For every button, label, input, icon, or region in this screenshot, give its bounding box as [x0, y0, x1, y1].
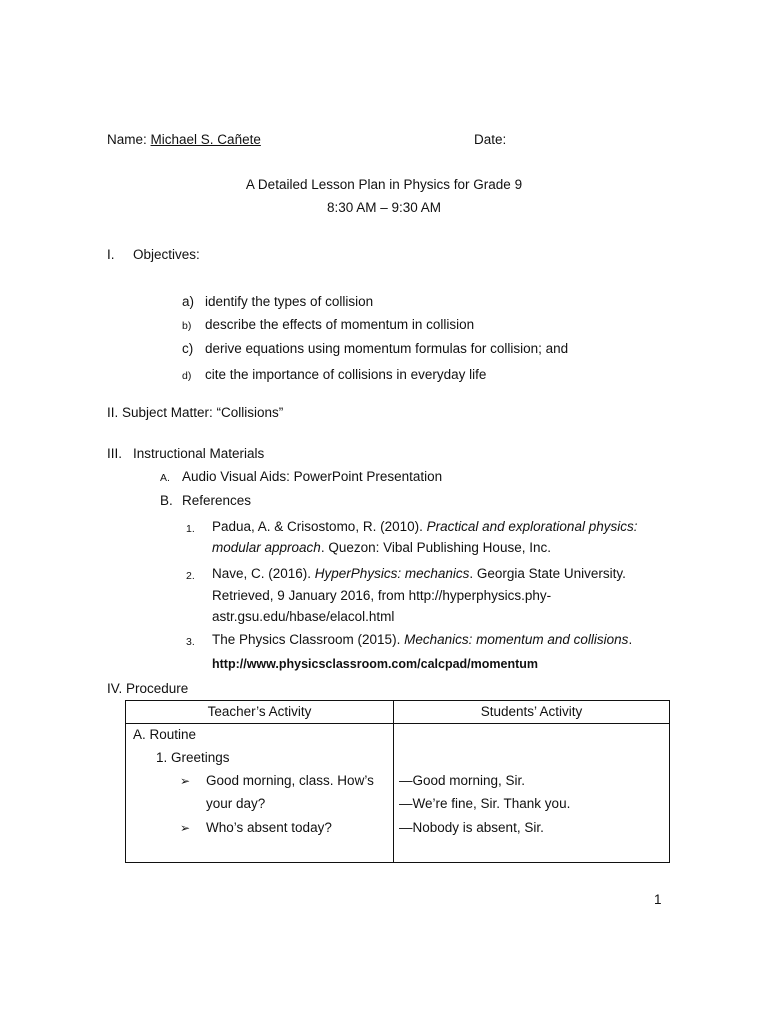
materials-b-marker: B. — [160, 493, 173, 508]
students-activity-cell — [394, 724, 670, 863]
arrow-bullet-icon: ➢ — [180, 821, 191, 835]
reference-title: Practical and explorational physics: — [426, 519, 638, 534]
column-header-students: Students’ Activity — [394, 701, 670, 724]
reference-author: Nave, C. (2016). — [212, 566, 315, 581]
materials-numeral: III. — [107, 446, 123, 461]
objectives-heading: Objectives: — [133, 247, 200, 262]
materials-heading: Instructional Materials — [133, 446, 265, 461]
reference-line: Retrieved, 9 January 2016, from http://hyperphysics.phy- — [212, 588, 552, 603]
objective-marker: d) — [182, 370, 192, 382]
date-label: Date: — [474, 132, 507, 147]
objective-marker: b) — [182, 320, 192, 332]
reference-title: Mechanics: momentum and collisions — [404, 632, 629, 647]
objective-marker: a) — [182, 294, 195, 309]
greetings-heading: 1. Greetings — [156, 750, 230, 765]
teacher-line: Who’s absent today? — [206, 820, 332, 835]
reference-link[interactable]: http://www.physicsclassroom.com/calcpad/momentum — [212, 657, 539, 671]
reference-author: Padua, A. & Crisostomo, R. (2010). — [212, 519, 427, 534]
objective-marker: c) — [182, 341, 194, 356]
teacher-line: Good morning, class. How’s — [206, 773, 374, 788]
reference-marker: 3. — [186, 636, 195, 648]
materials-a-marker: A. — [160, 472, 170, 484]
name-label: Name: — [107, 132, 147, 147]
routine-heading: A. Routine — [133, 727, 197, 742]
name-line — [107, 132, 261, 147]
table-header-row — [126, 701, 670, 724]
table-row — [126, 724, 670, 863]
reference-author: The Physics Classroom (2015). — [212, 632, 405, 647]
objective-text: describe the effects of momentum in collision — [205, 317, 475, 332]
reference-publisher: . Quezon: Vibal Publishing House, Inc. — [320, 540, 551, 555]
teacher-line: your day? — [206, 796, 266, 811]
reference-line — [212, 632, 632, 647]
reference-marker: 1. — [186, 523, 195, 535]
document-time: 8:30 AM – 9:30 AM — [326, 200, 442, 215]
reference-publisher: . Georgia State University. — [469, 566, 626, 581]
student-line: ―We’re fine, Sir. Thank you. — [399, 796, 571, 811]
student-line: ―Good morning, Sir. — [399, 773, 526, 788]
document-title: A Detailed Lesson Plan in Physics for Grade 9 — [245, 177, 523, 192]
reference-title: HyperPhysics: mechanics — [314, 566, 470, 581]
name-value: Michael S. Cañete — [150, 132, 261, 147]
reference-title: modular approach — [212, 540, 321, 555]
reference-line — [212, 566, 626, 581]
page-number: 1 — [654, 892, 662, 907]
subject-matter: II. Subject Matter: “Collisions” — [107, 405, 284, 420]
materials-b-text: References — [182, 493, 252, 508]
objective-text: derive equations using momentum formulas for collision; and — [205, 341, 569, 356]
student-line: ―Nobody is absent, Sir. — [399, 820, 544, 835]
objective-text: identify the types of collision — [205, 294, 374, 309]
teacher-activity-cell — [126, 724, 394, 863]
reference-link[interactable]: astr.gsu.edu/hbase/elacol.html — [212, 609, 395, 624]
arrow-bullet-icon: ➢ — [180, 774, 191, 788]
reference-publisher: . — [628, 632, 633, 647]
reference-line — [212, 519, 637, 534]
objectives-numeral: I. — [107, 247, 115, 262]
procedure-table — [125, 700, 670, 863]
reference-marker: 2. — [186, 570, 195, 582]
materials-a-text: Audio Visual Aids: PowerPoint Presentation — [182, 469, 443, 484]
reference-line — [212, 540, 551, 555]
objective-text: cite the importance of collisions in everyday life — [205, 367, 487, 382]
procedure-heading: IV. Procedure — [107, 681, 189, 696]
column-header-teacher: Teacher’s Activity — [126, 701, 394, 724]
